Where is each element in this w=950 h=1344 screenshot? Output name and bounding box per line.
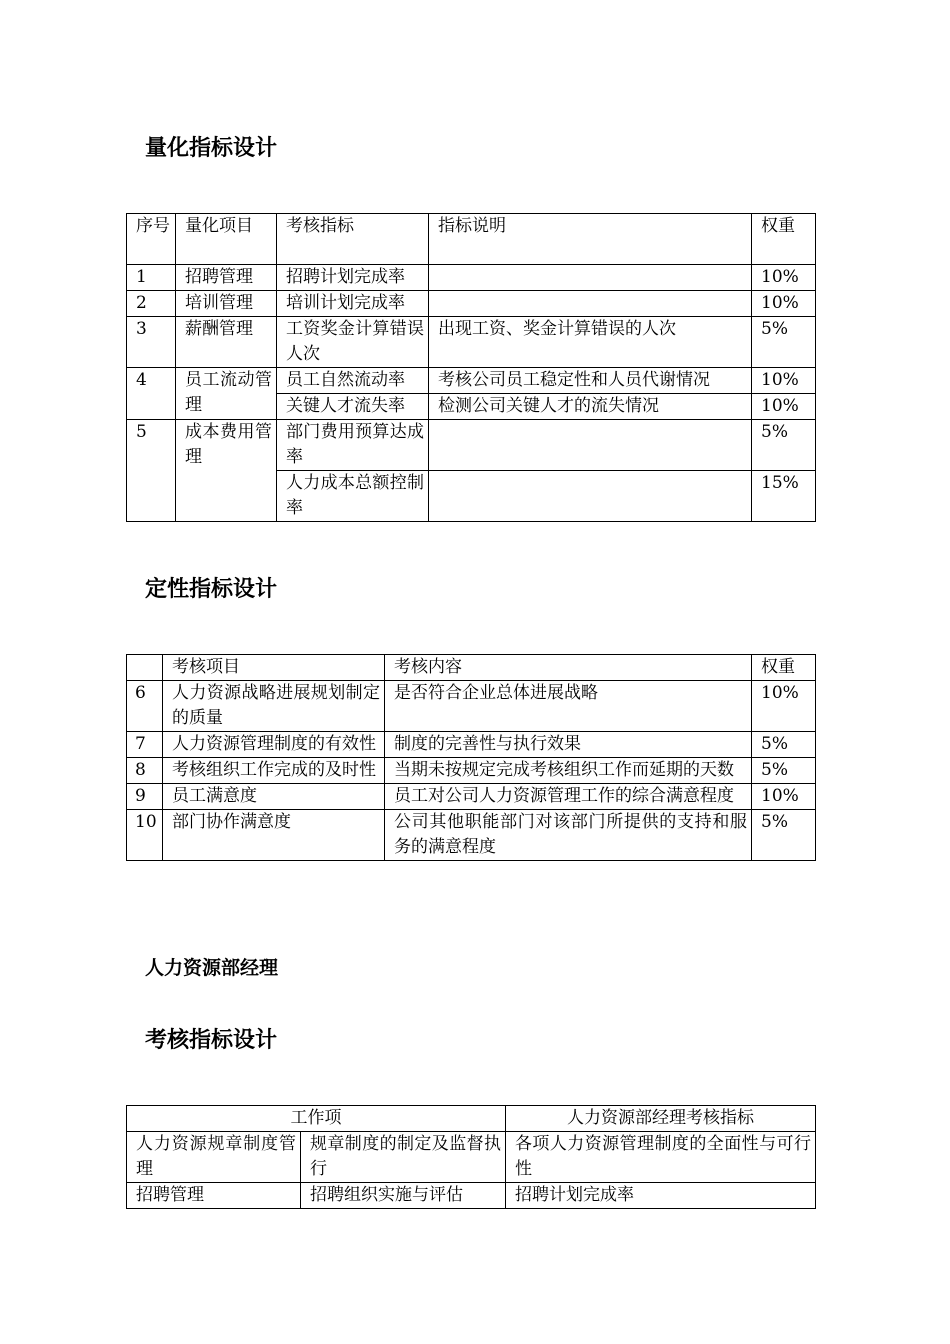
weight-cell: 15% <box>752 471 816 522</box>
header-cell: 权重 <box>752 655 816 681</box>
indicator-cell: 工资奖金计算错误人次 <box>277 317 429 368</box>
item-cell: 员工流动管理 <box>176 368 277 420</box>
work-area-cell: 招聘管理 <box>127 1183 301 1209</box>
item-cell: 人力资源战略进展规划制定的质量 <box>163 681 385 732</box>
weight-cell: 10% <box>752 291 816 317</box>
row-number: 5 <box>127 420 176 522</box>
item-cell: 考核组织工作完成的及时性 <box>163 758 385 784</box>
content-cell: 制度的完善性与执行效果 <box>385 732 752 758</box>
item-cell: 成本费用管理 <box>176 420 277 522</box>
weight-cell: 5% <box>752 810 816 861</box>
table-row <box>127 810 816 861</box>
table-row <box>127 1183 816 1209</box>
row-number: 10 <box>127 810 163 861</box>
indicator-cell: 人力成本总额控制率 <box>277 471 429 522</box>
header-cell: 考核项目 <box>163 655 385 681</box>
table-row <box>127 784 816 810</box>
indicator-cell: 招聘计划完成率 <box>506 1183 816 1209</box>
table-header-row <box>127 214 816 265</box>
task-cell: 招聘组织实施与评估 <box>301 1183 506 1209</box>
description-cell <box>429 265 752 291</box>
weight-cell: 10% <box>752 265 816 291</box>
header-cell: 指标说明 <box>429 214 752 265</box>
description-cell <box>429 471 752 522</box>
table-row <box>127 758 816 784</box>
role-title: 人力资源部经理 <box>145 957 279 979</box>
item-cell: 员工满意度 <box>163 784 385 810</box>
weight-cell: 10% <box>752 394 816 420</box>
table-row <box>127 681 816 732</box>
weight-cell: 10% <box>752 368 816 394</box>
item-cell: 招聘管理 <box>176 265 277 291</box>
table-row <box>127 317 816 368</box>
table-row <box>127 732 816 758</box>
assessment-indicator-table <box>126 1105 816 1209</box>
item-cell: 部门协作满意度 <box>163 810 385 861</box>
weight-cell: 5% <box>752 732 816 758</box>
indicator-cell: 部门费用预算达成率 <box>277 420 429 471</box>
qualitative-indicator-table <box>126 654 816 861</box>
header-cell: 序号 <box>127 214 176 265</box>
description-cell: 考核公司员工稳定性和人员代谢情况 <box>429 368 752 394</box>
header-cell: 考核内容 <box>385 655 752 681</box>
content-cell: 公司其他职能部门对该部门所提供的支持和服务的满意程度 <box>385 810 752 861</box>
weight-cell: 5% <box>752 758 816 784</box>
row-number: 4 <box>127 368 176 420</box>
header-cell <box>127 655 163 681</box>
item-cell: 人力资源管理制度的有效性 <box>163 732 385 758</box>
indicator-cell: 培训计划完成率 <box>277 291 429 317</box>
work-area-cell: 人力资源规章制度管理 <box>127 1132 301 1183</box>
description-cell <box>429 291 752 317</box>
row-number: 3 <box>127 317 176 368</box>
header-cell: 权重 <box>752 214 816 265</box>
description-cell <box>429 420 752 471</box>
row-number: 8 <box>127 758 163 784</box>
indicator-cell: 关键人才流失率 <box>277 394 429 420</box>
weight-cell: 5% <box>752 317 816 368</box>
content-cell: 是否符合企业总体进展战略 <box>385 681 752 732</box>
header-cell: 考核指标 <box>277 214 429 265</box>
indicator-cell: 各项人力资源管理制度的全面性与可行性 <box>506 1132 816 1183</box>
weight-cell: 10% <box>752 784 816 810</box>
qualitative-section-title: 定性指标设计 <box>145 577 278 602</box>
content-cell: 员工对公司人力资源管理工作的综合满意程度 <box>385 784 752 810</box>
row-number: 7 <box>127 732 163 758</box>
row-number: 2 <box>127 291 176 317</box>
table-header-row <box>127 1106 816 1132</box>
table-row <box>127 368 816 394</box>
header-cell: 人力资源部经理考核指标 <box>506 1106 816 1132</box>
description-cell: 检测公司关键人才的流失情况 <box>429 394 752 420</box>
item-cell: 培训管理 <box>176 291 277 317</box>
header-cell: 量化项目 <box>176 214 277 265</box>
description-cell: 出现工资、奖金计算错误的人次 <box>429 317 752 368</box>
indicator-cell: 招聘计划完成率 <box>277 265 429 291</box>
weight-cell: 5% <box>752 420 816 471</box>
quantitative-section-title: 量化指标设计 <box>145 136 278 161</box>
table-row <box>127 265 816 291</box>
header-cell: 工作项 <box>127 1106 506 1132</box>
weight-cell: 10% <box>752 681 816 732</box>
row-number: 6 <box>127 681 163 732</box>
assessment-section-title: 考核指标设计 <box>145 1028 278 1053</box>
indicator-cell: 员工自然流动率 <box>277 368 429 394</box>
table-row <box>127 420 816 471</box>
content-cell: 当期未按规定完成考核组织工作而延期的天数 <box>385 758 752 784</box>
table-header-row <box>127 655 816 681</box>
quantitative-indicator-table <box>126 213 816 522</box>
item-cell: 薪酬管理 <box>176 317 277 368</box>
row-number: 1 <box>127 265 176 291</box>
task-cell: 规章制度的制定及监督执行 <box>301 1132 506 1183</box>
table-row <box>127 291 816 317</box>
table-row <box>127 1132 816 1183</box>
row-number: 9 <box>127 784 163 810</box>
